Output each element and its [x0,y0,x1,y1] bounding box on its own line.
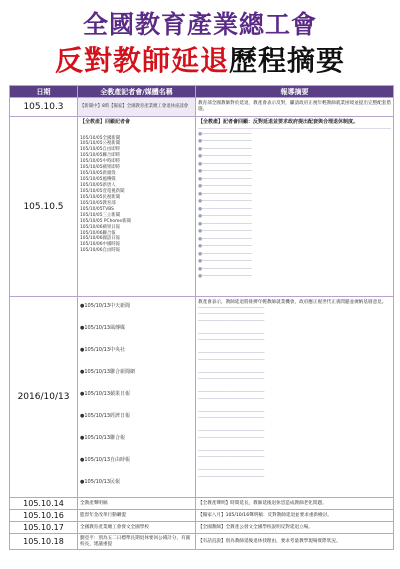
media-item: 105/10/05蘋果即時 [80,165,121,171]
summary-text: 教產會表示，教師延退將排擠年輕教師就業機會，政府應正視世代正義問題並廣納基層意見。 [198,300,387,305]
media-item: 105/10/05風傳媒 [80,177,116,183]
row-date: 105.10.14 [10,498,78,510]
row-date: 105.10.3 [10,98,78,117]
table-row [10,498,394,510]
media-item: 105/10/05民視新聞 [80,194,121,200]
row-media: 監督年金改革行動聯盟 [78,510,196,522]
row-summary: 教產會表示，教師延退將排擠年輕教師就業機會，政府應正視世代正義問題並廣納基層意見。 ──────────────────────── ──────────────────────── ──────────────────────── ──────────────────────── ──────────────────────── ──────────────────────── ──────────────────────── ──────────────────────── ──────────────────────── ──────────────────────── ──────────────────────── ──────────────────────── ──────────────────────── ──────────────────────── ──────────────────────── ──────────────────────── ──────────────────────── ──────────────────────── ──────────────────────── [196,297,394,498]
media-item: ●105/10/13中天新聞 [80,303,131,309]
media-item: 105/10/05全國新聞 [80,135,121,141]
media-item: 105/10/05新唐人 [80,183,116,188]
media-item: 105/10/05中時即時 [80,159,121,165]
row-summary: 【全教產】記者會回顧：反對延退並要求政府提出配套與合理退休制度。 ●────────────────── ●────────────────── ●────────────────── ●────────────────── ●────────────────── ●────────────────── ●────────────────── ●────────────────── ●────────────────── ●────────────────── ●────────────────── ●────────────────── ●────────────────── ●────────────────── ●────────────────── ●────────────────── ●────────────────── ●────────────────── ●────────────────── ●────────────────── [196,117,394,297]
media-item: 105/10/05新頭殼 [80,171,116,177]
table-row [10,534,394,550]
media-item: 105/10/05TVBS [80,206,114,212]
header-media: 全教產記者會/媒體名稱 [78,86,196,98]
media-item: 105/10/06自由時報 [80,248,121,254]
table-header-row [10,86,394,98]
media-item: ●105/10/13經濟日報 [80,413,131,419]
media-item: ●105/10/13聯合新聞網 [80,369,136,375]
row-date: 2016/10/13 [10,297,78,498]
row-summary: 教育部全國教師對於延退，教產會表示反對，籲請政府正視年輕教師就業困境並提出完整配套措施。 [196,98,394,117]
page-subtitle [0,44,400,77]
row-media-list [78,297,196,498]
table-row [10,98,394,117]
media-item: 105/10/06蘋果日報 [80,224,121,230]
row-date: 105.10.18 [10,534,78,550]
summary-text: 【全教產】記者會回顧：反對延退並要求政府提出配套與合理退休制度。 [198,119,359,125]
table-row [10,522,394,534]
media-item: 105/10/05壹電視新聞 [80,188,125,194]
media-item: 105/10/05聯合即時 [80,153,121,159]
row-media: 劉亞平：別為五二日標準長期退休要回公績計分，有副校長，建議重提 [78,534,196,550]
media-item: ●105/10/13聯合報 [80,435,126,441]
table-row [10,117,394,297]
media-item: 105/10/06國語日報 [80,236,121,242]
media-item: 105/10/06聯合報 [80,230,116,236]
table-row [10,510,394,522]
timeline-table [9,85,394,550]
header-date: 日期 [10,86,78,98]
media-item: ●105/10/13中央社 [80,347,126,353]
row-summary: 【全教產聲明】時間延長，教師延後退休恐造成教師老化問題。 [196,498,394,510]
page-title: 全國教育產業總工會 [82,10,317,39]
row-media: 【新聞中】8時【獨家】全國教育產業總工會退休座談會 [78,98,196,117]
media-item: 105/10/05三立新聞 [80,212,121,218]
row-date: 105.10.5 [10,117,78,297]
section-head: 【全教產】回顧記者會 [80,119,131,125]
media-item: 105/10/06中國時報 [80,242,121,248]
media-item: 105/10/05教育部 [80,200,116,206]
subtitle-black-part: 歷程摘要 [229,44,346,77]
media-item: ●105/10/13蘋果日報 [80,391,131,397]
row-media: 全國教育產業總工會發文全國學校 [78,522,196,534]
row-summary: 【獨家八月】105/10/16聲明稿：反對教師延退並要求重新檢討。 [196,510,394,522]
subtitle-red-part: 反對教師延退 [54,44,229,77]
header-summary: 報導摘要 [196,86,394,98]
table-row [10,297,394,498]
media-item: 105/10/05公視新聞 [80,141,121,147]
media-item: ●105/10/13風傳媒 [80,325,126,331]
row-summary: 【有話直說】別為教師延後退休找理由，要求考量教學現場實際狀況。 [196,534,394,550]
media-item: ●105/10/13民報 [80,479,121,485]
row-summary: 【全國教師】全教產公發文全國學校說明反對延退立場。 [196,522,394,534]
row-date: 105.10.17 [10,522,78,534]
media-item: ●105/10/13自由時報 [80,457,131,463]
row-media-list [78,117,196,297]
row-date: 105.10.16 [10,510,78,522]
media-item: 105/10/05自由即時 [80,147,121,153]
media-item: 105/10/05 PChome新聞 [80,218,131,224]
row-media: 全教產聲明稿 [78,498,196,510]
